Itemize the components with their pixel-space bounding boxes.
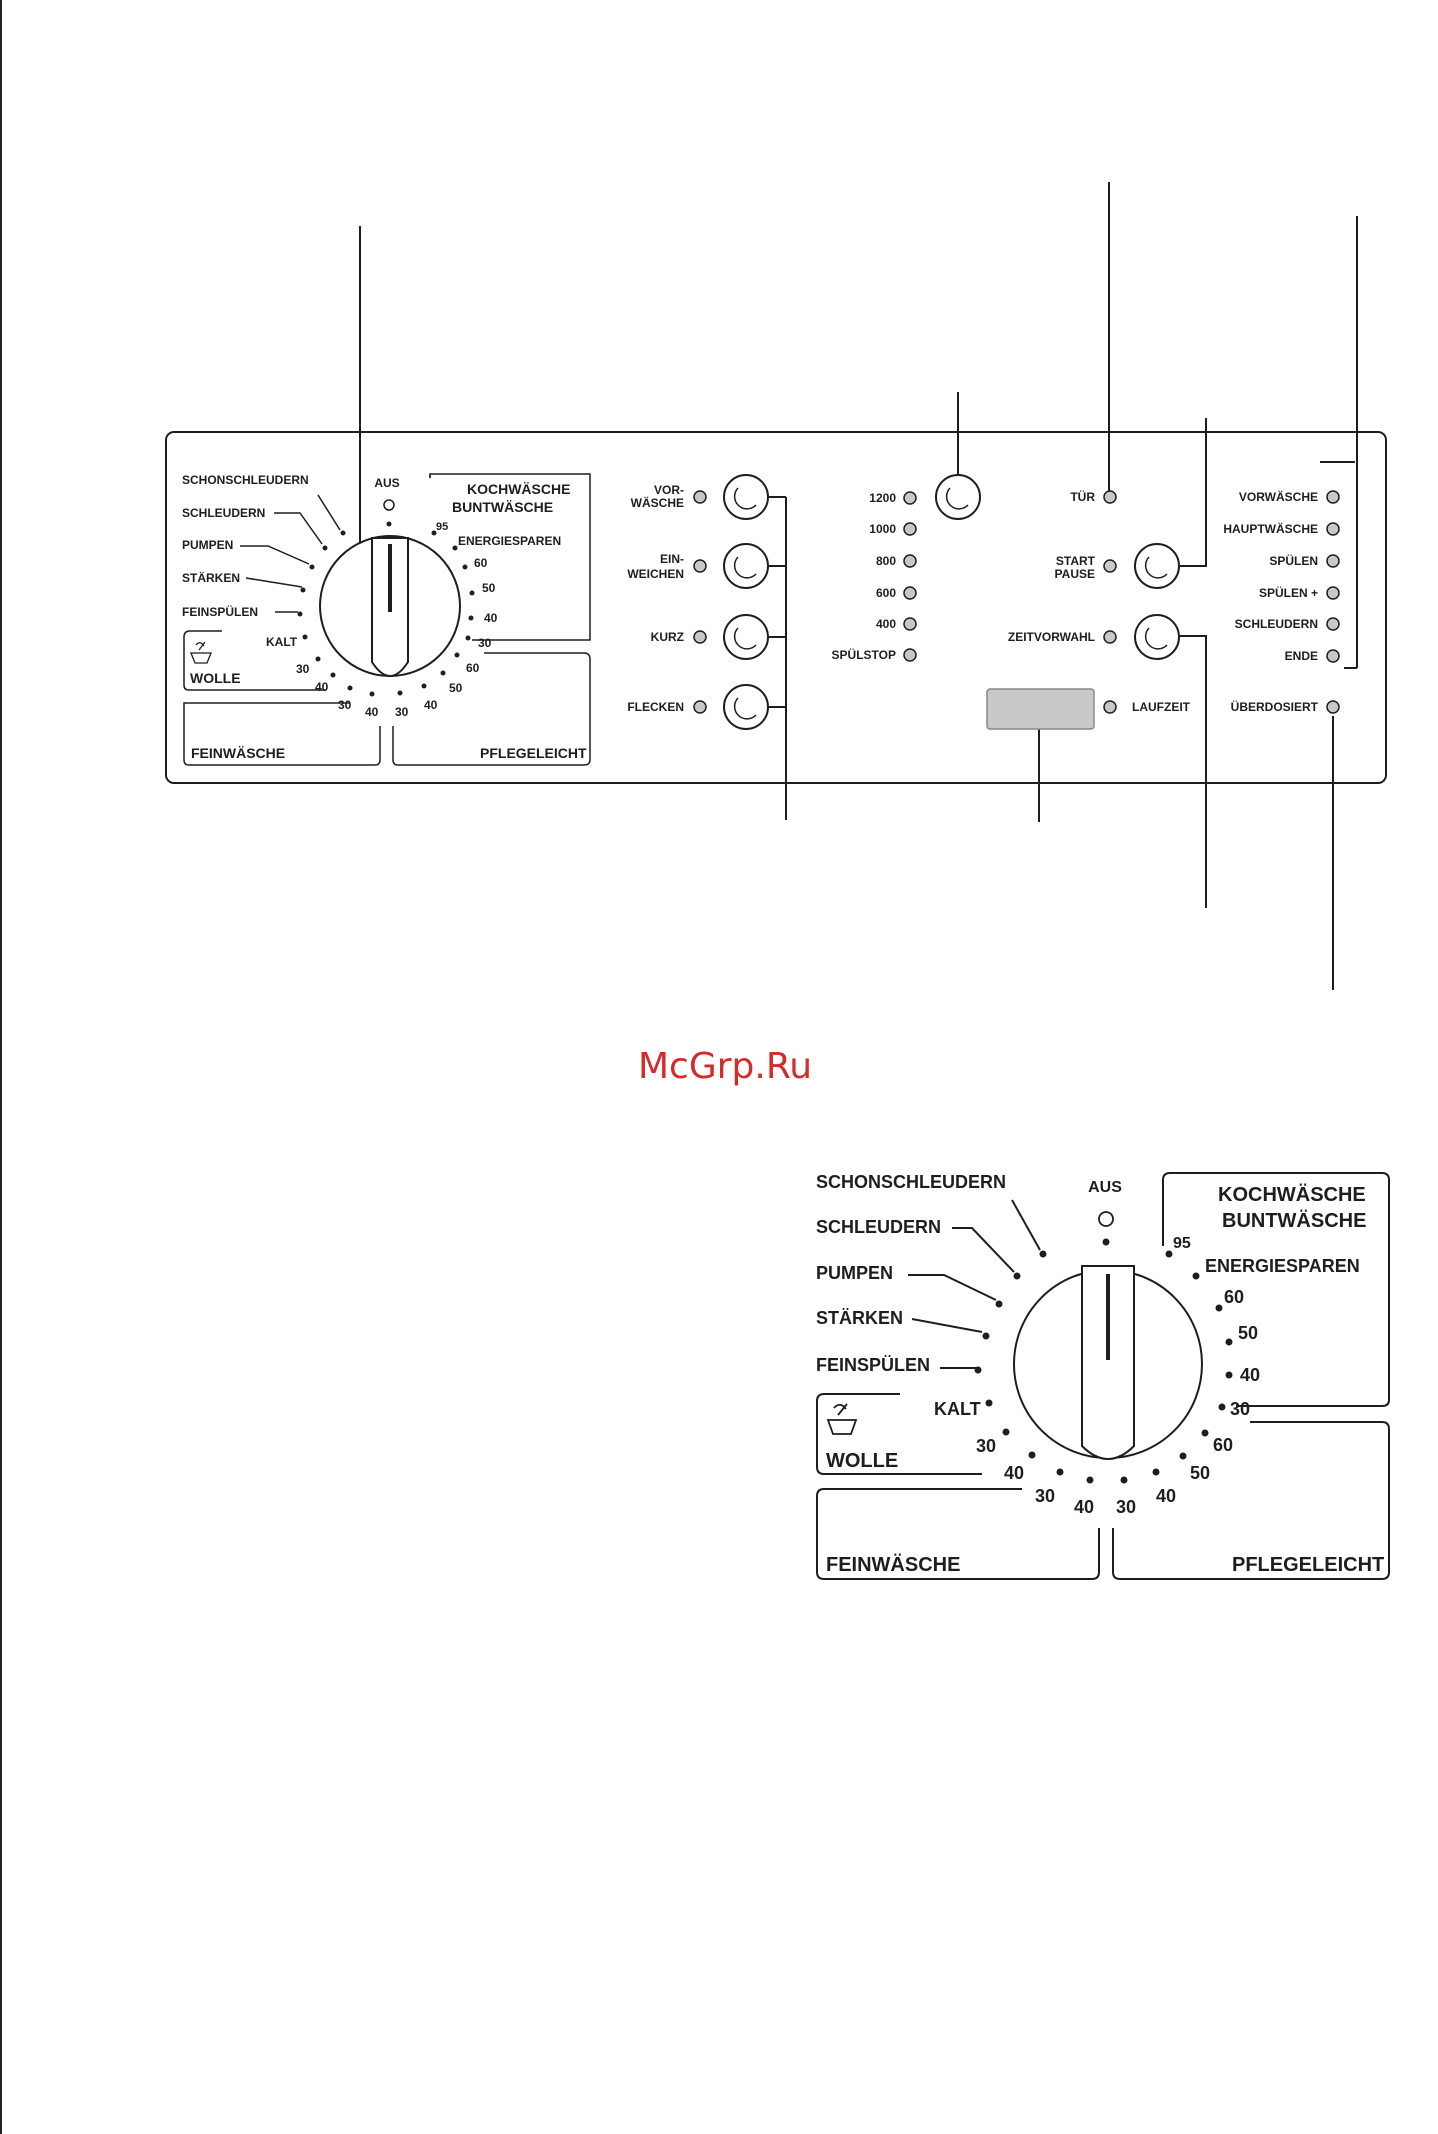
pos-pumpen-large: PUMPEN xyxy=(816,1263,894,1283)
speed-400-label: 400 xyxy=(875,617,896,631)
temp-wolle-30: 30 xyxy=(296,662,310,676)
temp-koch-95: 95 xyxy=(436,521,449,533)
temp-koch-50: 50 xyxy=(482,581,496,595)
door-label: TÜR xyxy=(1070,490,1095,504)
pos-kalt: KALT xyxy=(266,635,298,649)
temp-pflege-40: 40 xyxy=(424,698,438,712)
temp-pflege-50-large: 50 xyxy=(1190,1463,1211,1483)
control-panel xyxy=(166,182,1386,990)
phase-spuelen-label: SPÜLEN xyxy=(1269,554,1318,568)
spin-speed-button[interactable] xyxy=(936,475,980,519)
temp-koch-40: 40 xyxy=(484,611,498,625)
option-einweichen-line2: WEICHEN xyxy=(627,567,684,581)
speed-spuelstop-led xyxy=(904,649,916,661)
speed-600-led xyxy=(904,587,916,599)
speed-1000-label: 1000 xyxy=(869,522,896,536)
temp-fein-40-large: 40 xyxy=(1074,1497,1095,1517)
temp-pflege-60-large: 60 xyxy=(1213,1435,1234,1455)
temp-pflege-30: 30 xyxy=(395,705,409,719)
phase-schleudern-led xyxy=(1327,618,1339,630)
pos-staerken: STÄRKEN xyxy=(182,571,241,585)
kochwaesche-line2-large: BUNTWÄSCHE xyxy=(1222,1210,1367,1232)
option-vorwaesche-line1: VOR- xyxy=(654,483,684,497)
speed-1200-led xyxy=(904,492,916,504)
speed-800-label: 800 xyxy=(875,554,896,568)
pos-pumpen: PUMPEN xyxy=(182,538,234,552)
option-flecken-button[interactable] xyxy=(724,685,768,729)
temp-wolle-40-large: 40 xyxy=(1004,1463,1025,1483)
option-buttons xyxy=(627,475,768,729)
phase-schleudern-label: SCHLEUDERN xyxy=(1234,617,1318,631)
delay-label: ZEITVORWAHL xyxy=(1007,630,1095,644)
temp-koch-40-large: 40 xyxy=(1240,1365,1261,1385)
temp-koch-60-large: 60 xyxy=(1224,1287,1245,1307)
wolle-label-large: WOLLE xyxy=(826,1450,899,1472)
speed-800-led xyxy=(904,555,916,567)
temp-fein-30: 30 xyxy=(338,698,352,712)
phase-vorwaesche-led xyxy=(1327,491,1339,503)
phase-ende-led xyxy=(1327,650,1339,662)
temp-fein-30-large: 30 xyxy=(1035,1486,1056,1506)
feinwaesche-label: FEINWÄSCHE xyxy=(191,745,286,761)
temp-fein-40: 40 xyxy=(365,705,379,719)
temp-koch-50-large: 50 xyxy=(1238,1323,1259,1343)
pos-schleudern: SCHLEUDERN xyxy=(182,506,266,520)
option-kurz-label: KURZ xyxy=(650,630,684,644)
phase-indicators xyxy=(1223,489,1339,663)
temp-pflege-30-large: 30 xyxy=(1116,1497,1137,1517)
temp-koch-30-large: 30 xyxy=(1230,1399,1251,1419)
phase-vorwaesche-label: VORWÄSCHE xyxy=(1238,490,1318,504)
wolle-label: WOLLE xyxy=(190,670,241,686)
phase-spuelen-led xyxy=(1327,555,1339,567)
temp-pflege-50: 50 xyxy=(449,681,463,695)
option-flecken-label: FLECKEN xyxy=(627,700,684,714)
temp-pflege-60: 60 xyxy=(466,661,480,675)
pos-kalt-large: KALT xyxy=(934,1399,981,1419)
option-einweichen-led xyxy=(694,560,706,572)
option-flecken-led xyxy=(694,701,706,713)
temp-koch-95-large: 95 xyxy=(1173,1235,1191,1252)
start-pause-button[interactable] xyxy=(1135,544,1179,588)
phase-hauptwaesche-led xyxy=(1327,523,1339,535)
overdosed-label: ÜBERDOSIERT xyxy=(1230,700,1318,714)
speed-600-label: 600 xyxy=(875,586,896,600)
pflegeleicht-label: PFLEGELEICHT xyxy=(480,745,587,761)
spin-speed-selector xyxy=(832,475,980,662)
temp-pflege-40-large: 40 xyxy=(1156,1486,1177,1506)
option-vorwaesche-button[interactable] xyxy=(724,475,768,519)
start-pause-line2: PAUSE xyxy=(1054,567,1095,581)
temp-koch-energiesparen-large: ENERGIESPAREN xyxy=(1205,1256,1360,1276)
phase-spuelen-plus-led xyxy=(1327,587,1339,599)
pos-schonschleudern: SCHONSCHLEUDERN xyxy=(182,473,309,487)
speed-1000-led xyxy=(904,523,916,535)
watermark: McGrp.Ru xyxy=(637,1046,813,1087)
pos-schonschleudern-large: SCHONSCHLEUDERN xyxy=(816,1172,1007,1192)
off-indicator-icon xyxy=(384,500,394,510)
phase-hauptwaesche-label: HAUPTWÄSCHE xyxy=(1223,522,1318,536)
dial-off-label: AUS xyxy=(374,476,400,490)
program-dial-large[interactable] xyxy=(1014,1266,1202,1459)
pos-schleudern-large: SCHLEUDERN xyxy=(816,1217,942,1237)
temp-wolle-30-large: 30 xyxy=(976,1436,997,1456)
off-indicator-large-icon xyxy=(1099,1212,1113,1226)
option-kurz-button[interactable] xyxy=(724,615,768,659)
pos-feinspuelen: FEINSPÜLEN xyxy=(182,605,259,619)
callout-lines xyxy=(360,182,1357,990)
option-einweichen-line1: EIN- xyxy=(660,552,684,566)
program-dial-detail xyxy=(816,1172,1389,1579)
program-dial[interactable] xyxy=(320,536,460,676)
runtime-led xyxy=(1104,701,1116,713)
kochwaesche-line1-large: KOCHWÄSCHE xyxy=(1218,1184,1366,1206)
phase-spuelen-plus-label: SPÜLEN + xyxy=(1258,586,1318,600)
time-display xyxy=(987,689,1094,729)
start-pause-line1: START xyxy=(1055,554,1095,568)
option-vorwaesche-led xyxy=(694,491,706,503)
start-pause-led xyxy=(1104,560,1116,572)
delay-led xyxy=(1104,631,1116,643)
option-kurz-led xyxy=(694,631,706,643)
kochwaesche-line2: BUNTWÄSCHE xyxy=(452,499,554,515)
speed-1200-label: 1200 xyxy=(869,491,896,505)
kochwaesche-line1: KOCHWÄSCHE xyxy=(467,481,571,497)
temp-koch-energiesparen: ENERGIESPAREN xyxy=(458,534,562,548)
temp-koch-30: 30 xyxy=(478,636,492,650)
temp-wolle-40: 40 xyxy=(315,680,329,694)
runtime-label: LAUFZEIT xyxy=(1132,700,1190,714)
dial-off-label-large: AUS xyxy=(1088,1179,1122,1196)
pflegeleicht-label-large: PFLEGELEICHT xyxy=(1232,1554,1385,1576)
temp-koch-60: 60 xyxy=(474,556,488,570)
door-led xyxy=(1104,491,1116,503)
wool-icon-large xyxy=(828,1404,856,1434)
delay-button[interactable] xyxy=(1135,615,1179,659)
feinwaesche-label-large: FEINWÄSCHE xyxy=(826,1554,961,1576)
speed-spuelstop-label: SPÜLSTOP xyxy=(831,648,896,662)
pos-feinspuelen-large: FEINSPÜLEN xyxy=(816,1355,931,1375)
phase-ende-label: ENDE xyxy=(1284,649,1318,663)
wool-icon xyxy=(191,642,211,663)
option-einweichen-button[interactable] xyxy=(724,544,768,588)
pos-staerken-large: STÄRKEN xyxy=(816,1308,904,1328)
overdosed-led xyxy=(1327,701,1339,713)
option-vorwaesche-line2: WÄSCHE xyxy=(630,496,684,510)
speed-400-led xyxy=(904,618,916,630)
